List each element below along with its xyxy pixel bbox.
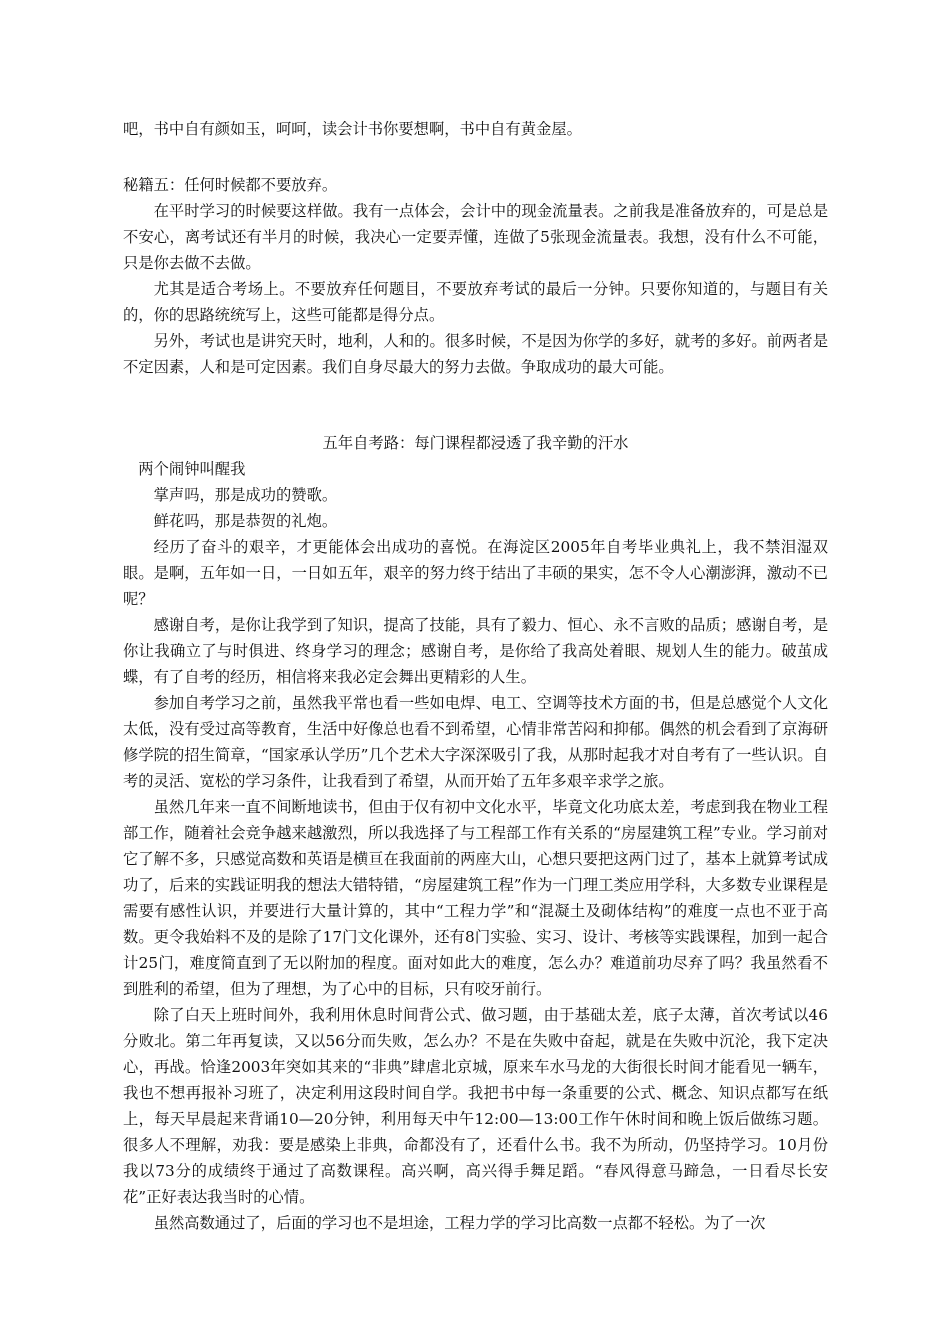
article-title: 五年自考路：每门课程都浸透了我辛勤的汗水 <box>322 434 629 452</box>
article-subtitle: 两个闹钟叫醒我 <box>138 460 246 478</box>
article-paragraph: 除了白天上班时间外，我利用休息时间背公式、做习题，由于基础太差，底子太薄，首次考试以46分败北。第二年再复读，又以56分而失败，怎么办？不是在失败中奋起，就是在失败中沉沦，我下定决心，再战。恰逢2003年突如其来的“非典”肆虐北京城，原来车水马龙的大街很长时间才能看见一辆车，我也不想再报补习班了，决定利用这段时间自学。我把书中每一条重要的公式、概念、知识点都写在纸上，每天早晨起来背诵10—20分钟，利用每天中午12:00—13:00工作午休时间和晚上饭后做练习题。很多人不理解，劝我：要是感染上非典，命都没有了，还看什么书。我不为所动，仍坚持学习。10月份我以73分的成绩终于通过了高数课程。高兴啊，高兴得手舞足蹈。“春风得意马蹄急，一日看尽长安花”正好表达我当时的心情。 <box>123 1006 828 1206</box>
article-paragraph: 掌声吗，那是成功的赞歌。 <box>153 486 338 504</box>
document-page <box>123 116 828 1236</box>
article-paragraph: 虽然几年来一直不间断地读书，但由于仅有初中文化水平，毕竟文化功底太差，考虑到我在物业工程部工作，随着社会竞争越来越激烈，所以我选择了与工程部工作有关系的“房屋建筑工程”专业。学习前对它了解不多，只感觉高数和英语是横亘在我面前的两座大山，心想只要把这两门过了，基本上就算考试成功了，后来的实践证明我的想法大错特错，“房屋建筑工程”作为一门理工类应用学科，大多数专业课程是需要有感性认识，并要进行大量计算的，其中“工程力学”和“混凝土及砌体结构”的难度一点也不亚于高数。更令我始料不及的是除了17门文化课外，还有8门实验、实习、设计、考核等实践课程，加到一起合计25门，难度简直到了无以附加的程度。面对如此大的难度，怎么办？难道前功尽弃了吗？我虽然看不到胜利的希望，但为了理想，为了心中的目标，只有咬牙前行。 <box>123 798 828 998</box>
tip5-paragraph: 尤其是适合考场上。不要放弃任何题目，不要放弃考试的最后一分钟。只要你知道的，与题目有关的，你的思路统统写上，这些可能都是得分点。 <box>123 280 828 324</box>
article-paragraph: 经历了奋斗的艰辛，才更能体会出成功的喜悦。在海淀区2005年自考毕业典礼上，我不禁泪湿双眼。是啊，五年如一日，一日如五年，艰辛的努力终于结出了丰硕的果实，怎不令人心潮澎湃，激动不已呢？ <box>123 538 828 608</box>
spacer <box>123 142 828 172</box>
continuation-paragraph: 吧，书中自有颜如玉，呵呵，读会计书你要想啊，书中自有黄金屋。 <box>123 120 582 138</box>
article-paragraph: 感谢自考，是你让我学到了知识，提高了技能，具有了毅力、恒心、永不言败的品质；感谢自考，是你让我确立了与时俱进、终身学习的理念；感谢自考，是你给了我高处着眼、规划人生的能力。破茧成蝶，有了自考的经历，相信将来我必定会舞出更精彩的人生。 <box>123 616 828 686</box>
tip5-heading: 秘籍五：任何时候都不要放弃。 <box>123 176 338 194</box>
article-paragraph: 鲜花吗，那是恭贺的礼炮。 <box>153 512 338 530</box>
article-paragraph: 虽然高数通过了，后面的学习也不是坦途，工程力学的学习比高数一点都不轻松。为了一次 <box>153 1214 766 1232</box>
tip5-paragraph: 另外，考试也是讲究天时，地利，人和的。很多时候，不是因为你学的多好，就考的多好。前两者是不定因素，人和是可定因素。我们自身尽最大的努力去做。争取成功的最大可能。 <box>123 332 828 376</box>
tip5-paragraph: 在平时学习的时候要这样做。我有一点体会，会计中的现金流量表。之前我是准备放弃的，可是总是不安心，离考试还有半月的时候，我决心一定要弄懂，连做了5张现金流量表。我想，没有什么不可能，只是你去做不去做。 <box>123 202 828 272</box>
spacer <box>123 380 828 430</box>
article-paragraph: 参加自考学习之前，虽然我平常也看一些如电焊、电工、空调等技术方面的书，但是总感觉个人文化太低，没有受过高等教育，生活中好像总也看不到希望，心情非常苦闷和抑郁。偶然的机会看到了京海研修学院的招生简章，“国家承认学历”几个艺术大字深深吸引了我，从那时起我才对自考有了一些认识。自考的灵活、宽松的学习条件，让我看到了希望，从而开始了五年多艰辛求学之旅。 <box>123 694 828 790</box>
